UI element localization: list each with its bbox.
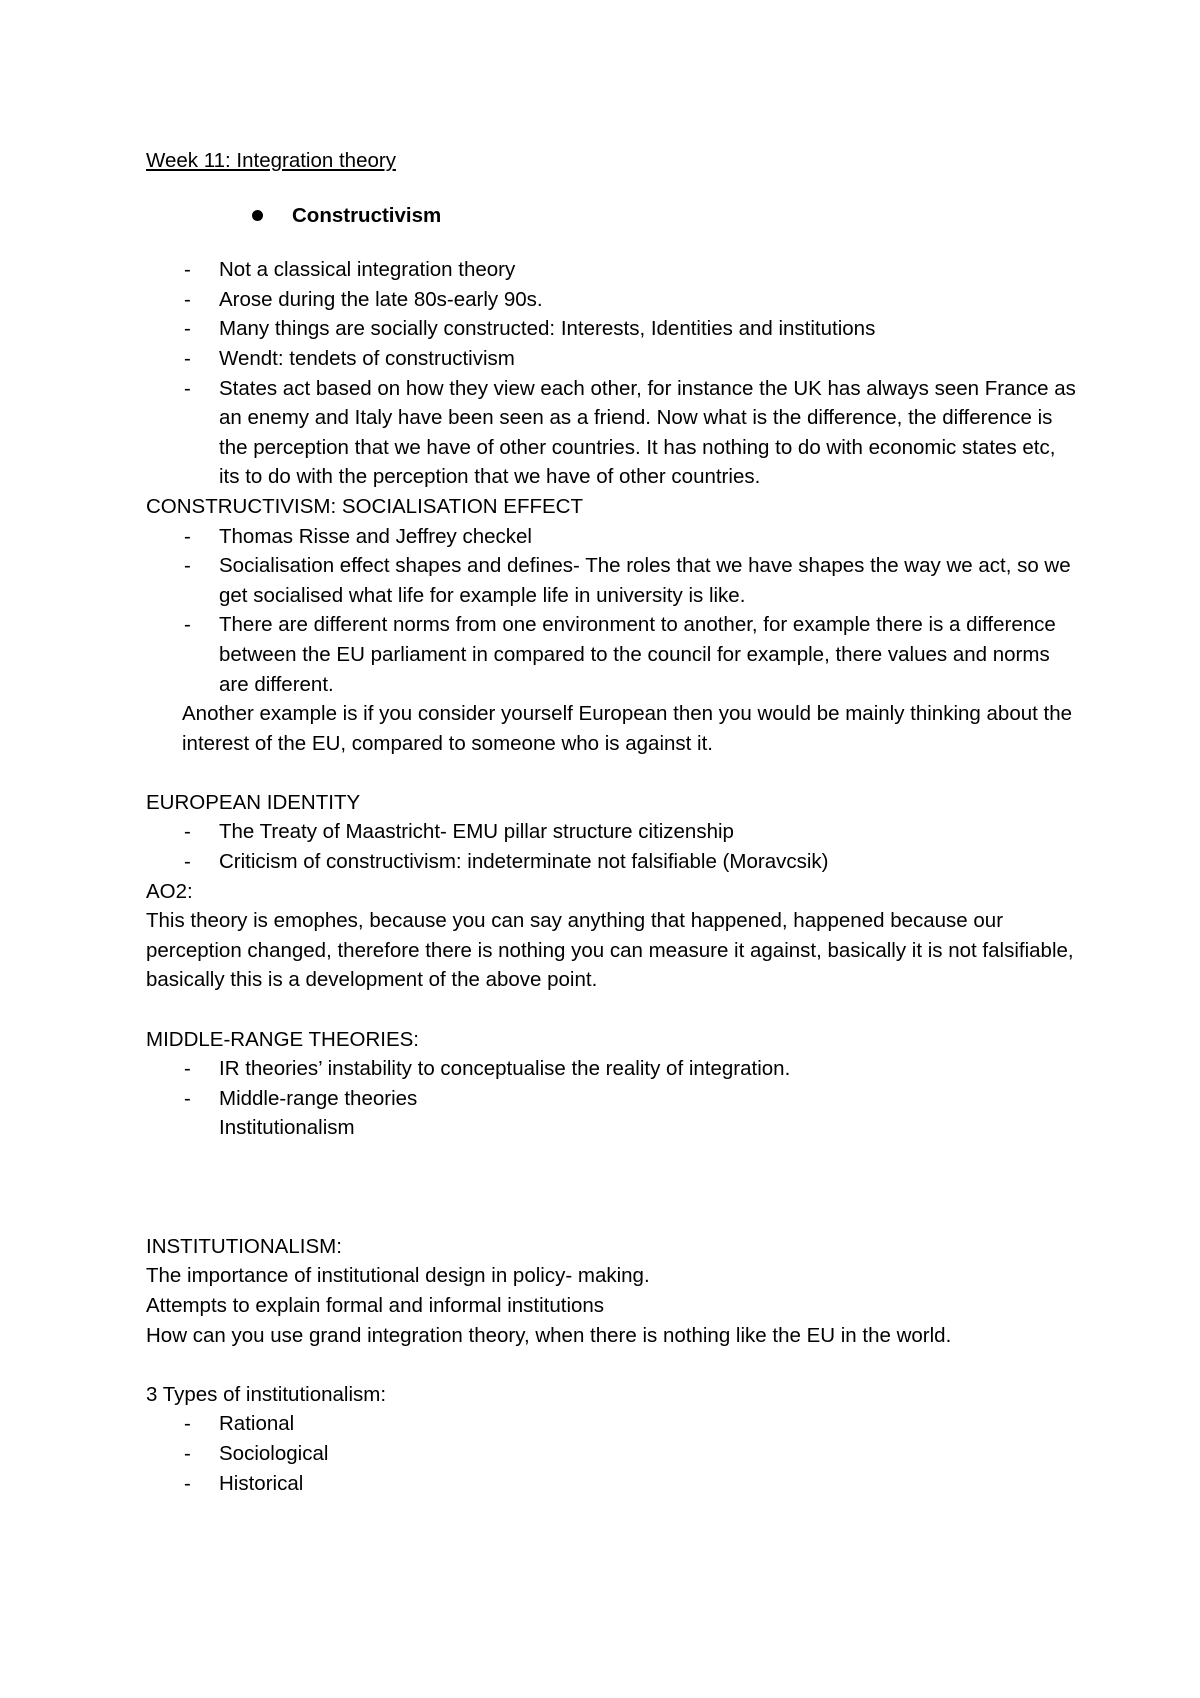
middle-range-list bbox=[146, 1054, 1076, 1113]
dash-icon: - bbox=[184, 346, 191, 370]
section-heading-socialisation: CONSTRUCTIVISM: SOCIALISATION EFFECT bbox=[146, 494, 583, 518]
list-item: - The Treaty of Maastricht- EMU pillar structure citizenship bbox=[146, 817, 1076, 847]
bullet-dot-icon bbox=[252, 210, 263, 221]
dash-icon: - bbox=[184, 1412, 191, 1436]
dash-icon: - bbox=[184, 317, 191, 341]
list-item: - There are different norms from one environment to another, for example there is a difference between the EU parliament in compared to the council for example, there values and norms are different. bbox=[146, 610, 1076, 699]
list-item: - Arose during the late 80s-early 90s. bbox=[146, 285, 1076, 315]
dash-icon: - bbox=[184, 376, 191, 400]
section-heading-identity: EUROPEAN IDENTITY bbox=[146, 790, 361, 814]
dash-icon: - bbox=[184, 524, 191, 548]
constructivism-list bbox=[146, 255, 1076, 492]
dash-icon: - bbox=[184, 258, 191, 282]
institutionalism-line: The importance of institutional design in policy- making. bbox=[146, 1264, 650, 1288]
ao2-paragraph: This theory is emophes, because you can say anything that happened, happened because our perception changed, therefore there is nothing you can measure it against, basically it is not falsifiable, basically this is a development of the above point. bbox=[146, 909, 1074, 992]
dash-icon: - bbox=[184, 287, 191, 311]
dash-icon: - bbox=[184, 1057, 191, 1081]
list-item: - Sociological bbox=[146, 1439, 1076, 1469]
list-item: - Rational bbox=[146, 1409, 1076, 1439]
list-item: - Middle-range theories bbox=[146, 1084, 1076, 1114]
section-heading-ao2: AO2: bbox=[146, 879, 193, 903]
dash-icon: - bbox=[184, 850, 191, 874]
institutionalism-line: How can you use grand integration theory, when there is nothing like the EU in the world. bbox=[146, 1323, 952, 1347]
document-body bbox=[146, 146, 1076, 1498]
section-heading-institutionalism: INSTITUTIONALISM: bbox=[146, 1234, 342, 1258]
institutionalism-line: Attempts to explain formal and informal institutions bbox=[146, 1293, 605, 1317]
list-item: - Thomas Risse and Jeffrey checkel bbox=[146, 522, 1076, 552]
middle-range-subitem: Institutionalism bbox=[219, 1116, 355, 1140]
types-list bbox=[146, 1409, 1076, 1498]
list-item: - Socialisation effect shapes and defines- The roles that we have shapes the way we act, so we get socialised what life for example life in university is like. bbox=[146, 551, 1076, 610]
list-item: - Not a classical integration theory bbox=[146, 255, 1076, 285]
socialisation-note: Another example is if you consider yourself European then you would be mainly thinking about the interest of the EU, compared to someone who is against it. bbox=[182, 702, 1073, 755]
list-item: - States act based on how they view each other, for instance the UK has always seen France as an enemy and Italy have been seen as a friend. Now what is the difference, the difference is the perception that we have of other countries. It has nothing to do with economic states etc, its to do with the perception that we have of other countries. bbox=[146, 374, 1076, 492]
section-heading-middle-range: MIDDLE-RANGE THEORIES: bbox=[146, 1027, 419, 1051]
bullet-heading-label: Constructivism bbox=[292, 203, 442, 227]
dash-icon: - bbox=[184, 820, 191, 844]
list-item: - Many things are socially constructed: Interests, Identities and institutions bbox=[146, 314, 1076, 344]
dash-icon: - bbox=[184, 613, 191, 637]
dash-icon: - bbox=[184, 1441, 191, 1465]
list-item: - Criticism of constructivism: indeterminate not falsifiable (Moravcsik) bbox=[146, 847, 1076, 877]
page-title: Week 11: Integration theory bbox=[146, 149, 396, 172]
bullet-heading-constructivism bbox=[146, 201, 1076, 231]
list-item: - Historical bbox=[146, 1469, 1076, 1499]
list-item: - IR theories’ instability to conceptualise the reality of integration. bbox=[146, 1054, 1076, 1084]
dash-icon: - bbox=[184, 554, 191, 578]
dash-icon: - bbox=[184, 1471, 191, 1495]
identity-list bbox=[146, 817, 1076, 876]
list-item: - Wendt: tendets of constructivism bbox=[146, 344, 1076, 374]
section-heading-types: 3 Types of institutionalism: bbox=[146, 1382, 387, 1406]
dash-icon: - bbox=[184, 1086, 191, 1110]
socialisation-list bbox=[146, 522, 1076, 700]
